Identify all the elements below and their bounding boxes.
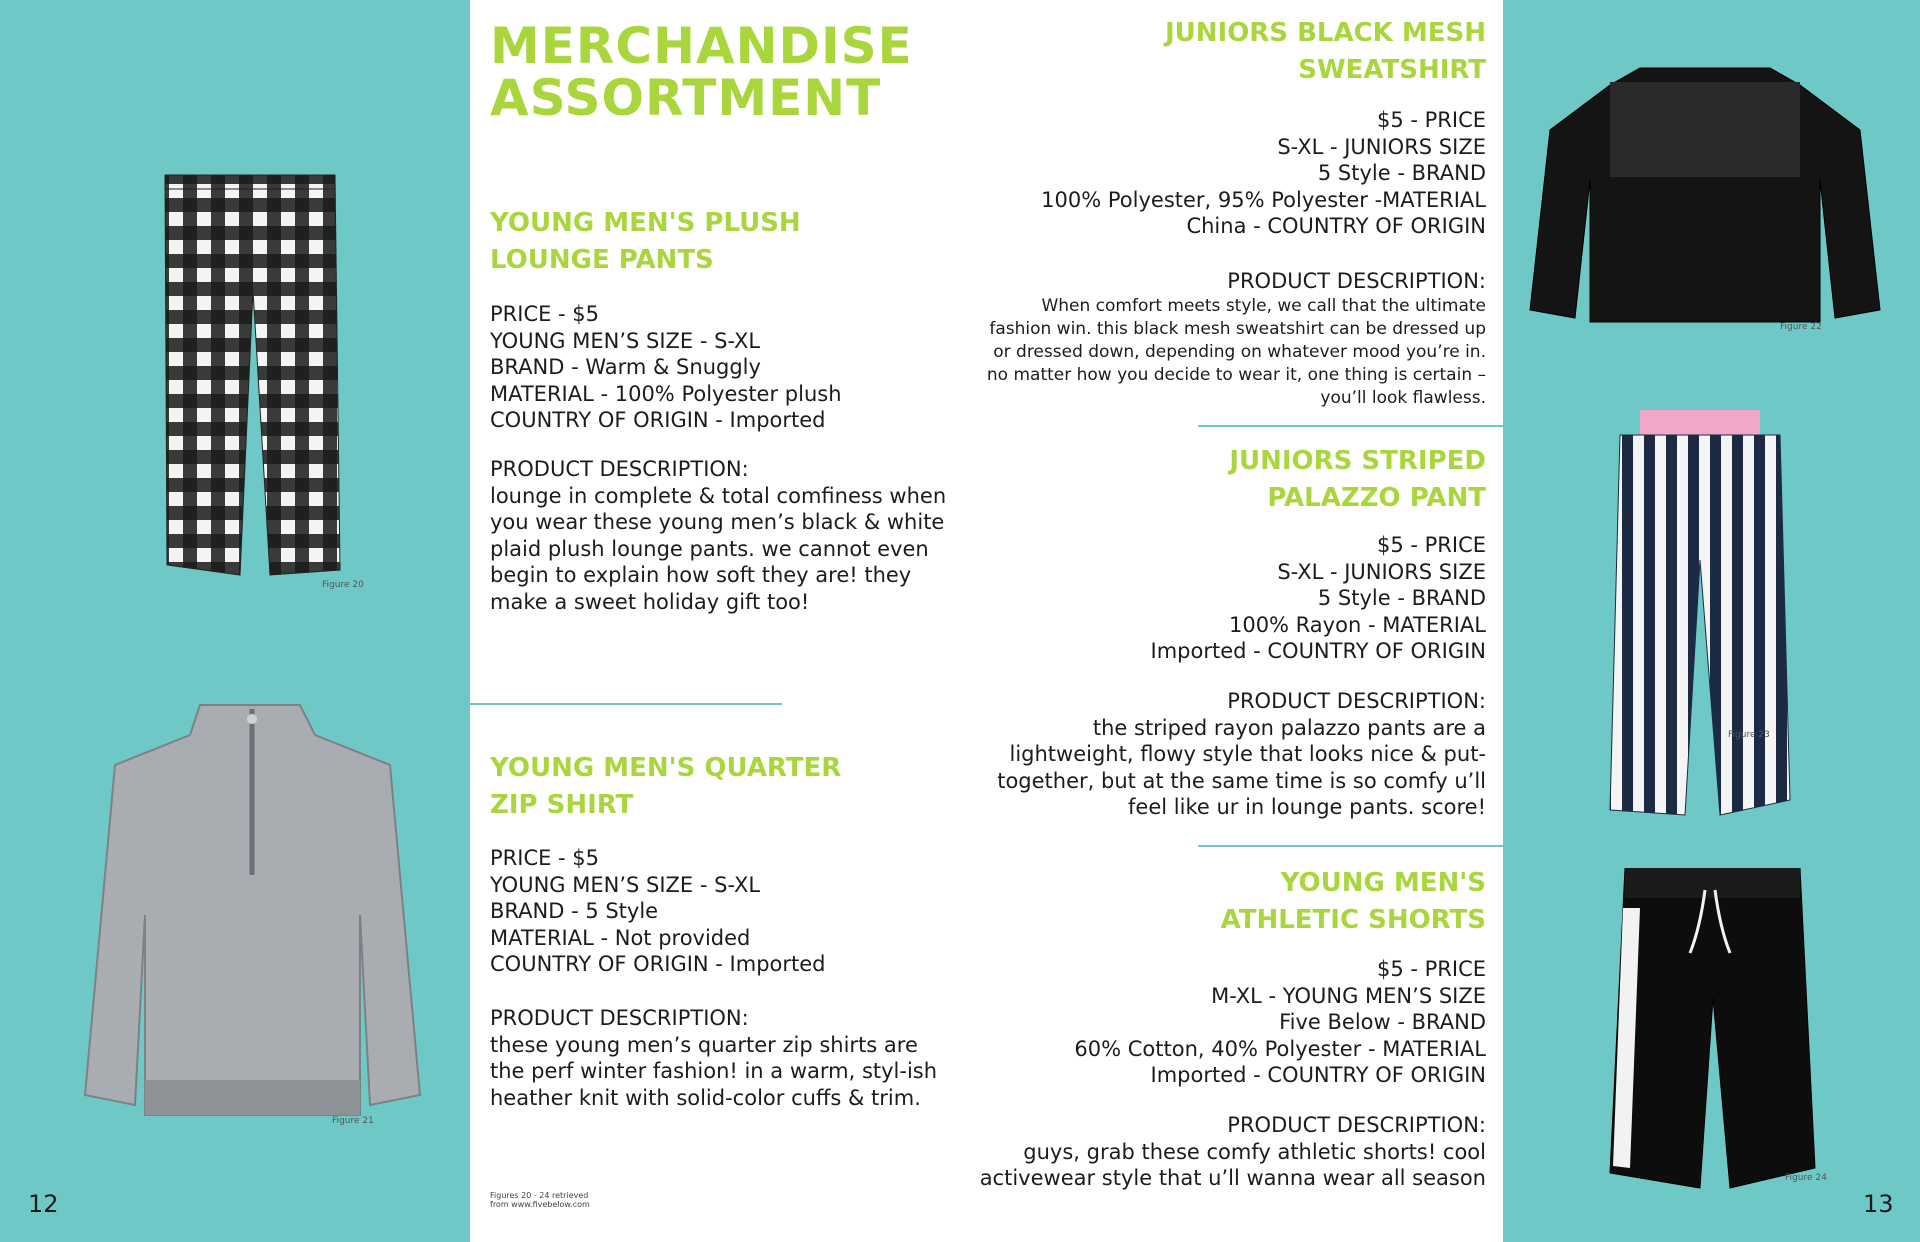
plaid-lounge-pants-image [155,170,345,580]
figure-23-caption: Figure 23 [1728,730,1770,740]
description-text: the striped rayon palazzo pants are a lightweight, flowy style that looks nice & put-together, but at the same time is so comfy u’ll feel like ur in lounge pants. score! [997,715,1486,819]
description-text: guys, grab these comfy athletic shorts! cool activewear style that u’ll wanna wear all season [979,1139,1486,1190]
divider-right-1 [1198,425,1503,427]
spec-line: $5 - PRICE [1376,957,1486,981]
mesh-sweatshirt-description-block [976,268,1486,410]
description-label: PRODUCT DESCRIPTION: [490,457,749,481]
athletic-shorts-image [1605,868,1820,1198]
description-text: lounge in complete & total comfiness when you wear these young men’s black & white plaid plush lounge pants. we cannot even begin to explain how soft they are! they make a sweet holiday gift too! [490,483,947,614]
athletic-shorts-specs [1074,956,1486,1089]
plush-pants-description-block [490,456,950,615]
palazzo-pant-specs [1151,532,1487,665]
spec-line: 5 Style - BRAND [1317,161,1486,185]
quarter-zip-description-block [490,1005,950,1111]
palazzo-pant-description-block [966,688,1486,821]
spec-line: BRAND - 5 Style [490,899,659,923]
spec-line: 5 Style - BRAND [1317,586,1486,610]
spec-line: YOUNG MEN’S SIZE - S-XL [490,328,761,353]
right-page-number: 13 [1863,1190,1894,1218]
description-label: PRODUCT DESCRIPTION: [1227,1113,1486,1137]
spec-line: M-XL - YOUNG MEN’S SIZE [1211,983,1486,1008]
spec-line: Imported - COUNTRY OF ORIGIN [1150,1063,1486,1087]
spec-line: China - COUNTRY OF ORIGIN [1186,214,1486,238]
plush-pants-title-line2: LOUNGE PANTS [490,245,714,275]
black-mesh-sweatshirt-image [1525,60,1885,325]
spec-line: $5 - PRICE [1376,108,1486,132]
figure-22-caption: Figure 22 [1780,322,1822,332]
spec-line: COUNTRY OF ORIGIN - Imported [490,408,826,432]
quarter-zip-shirt-image [80,695,425,1125]
mesh-sweatshirt-specs [1041,107,1486,240]
spec-line: 100% Polyester, 95% Polyester -MATERIAL [1041,187,1486,212]
plush-pants-specs [490,301,842,434]
divider-right-2 [1198,845,1503,847]
figures-source-note: Figures 20 - 24 retrieved from www.fivebelow.com [490,1191,590,1209]
spec-line: PRICE - $5 [490,302,600,326]
figure-21-caption: Figure 21 [332,1116,374,1126]
figure-20-caption: Figure 20 [322,580,364,590]
spec-line: MATERIAL - 100% Polyester plush [490,381,842,406]
athletic-shorts-description-block [976,1112,1486,1192]
spec-line: MATERIAL - Not provided [490,925,751,950]
description-label: PRODUCT DESCRIPTION: [1227,689,1486,713]
mesh-sweatshirt-title-line1: JUNIORS BLACK MESH [1164,18,1486,48]
quarter-zip-title-line2: ZIP SHIRT [490,790,634,820]
spec-line: Five Below - BRAND [1279,1010,1486,1034]
spec-line: COUNTRY OF ORIGIN - Imported [490,952,826,976]
spec-line: Imported - COUNTRY OF ORIGIN [1150,639,1486,663]
divider-left [470,703,782,705]
spec-line: PRICE - $5 [490,846,600,870]
quarter-zip-title-line1: YOUNG MEN'S QUARTER [490,753,842,783]
figure-24-caption: Figure 24 [1785,1173,1827,1183]
description-label: PRODUCT DESCRIPTION: [490,1006,749,1030]
spec-line: 60% Cotton, 40% Polyester - MATERIAL [1074,1036,1486,1061]
description-label: PRODUCT DESCRIPTION: [1227,269,1486,293]
spec-line: S-XL - JUNIORS SIZE [1277,134,1486,159]
spec-line: BRAND - Warm & Snuggly [490,355,761,379]
athletic-shorts-title-line2: ATHLETIC SHORTS [1220,905,1486,935]
striped-palazzo-pant-image [1600,410,1800,820]
description-text: these young men’s quarter zip shirts are the perf winter fashion! in a warm, styl-ish heather knit with solid-color cuffs & trim. [490,1032,938,1110]
quarter-zip-specs [490,845,826,978]
spec-line: $5 - PRICE [1376,533,1486,557]
spec-line: 100% Rayon - MATERIAL [1228,612,1486,637]
description-text: When comfort meets style, we call that the ultimate fashion win. this black mesh sweatshirt can be dressed up or dressed down, depending on whatever mood you’re in. no matter how you decide to wear it, one thing is certain – you’ll look flawless. [986,295,1486,408]
page-title: MERCHANDISE ASSORTMENT [490,17,913,127]
athletic-shorts-title-line1: YOUNG MEN'S [1280,868,1486,898]
mesh-sweatshirt-title-line2: SWEATSHIRT [1298,55,1486,85]
spec-line: YOUNG MEN’S SIZE - S-XL [490,872,761,897]
plush-pants-title-line1: YOUNG MEN'S PLUSH [490,208,801,238]
left-page-number: 12 [28,1190,59,1218]
palazzo-pant-title-line1: JUNIORS STRIPED [1229,446,1486,476]
palazzo-pant-title-line2: PALAZZO PANT [1267,483,1486,513]
spec-line: S-XL - JUNIORS SIZE [1277,559,1486,584]
